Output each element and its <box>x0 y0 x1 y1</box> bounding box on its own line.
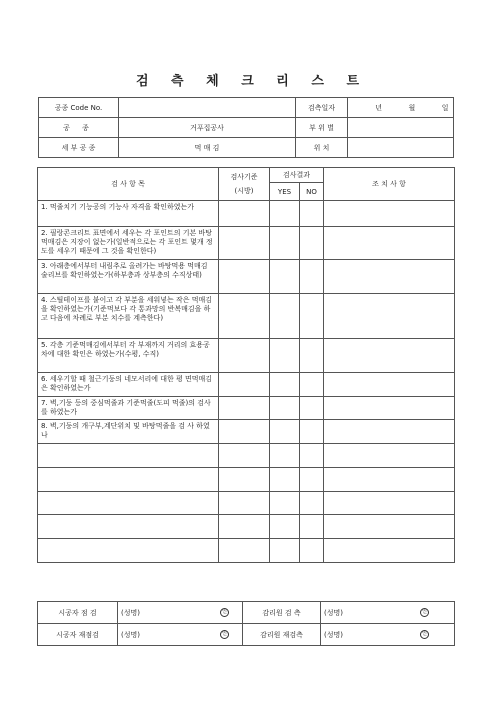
action-cell[interactable] <box>324 444 455 468</box>
yes-cell[interactable] <box>270 373 300 397</box>
date-year-label: 년 <box>375 103 382 112</box>
yes-cell[interactable] <box>270 444 300 468</box>
standard-cell[interactable] <box>219 444 270 468</box>
yes-cell[interactable] <box>270 227 300 260</box>
standard-header <box>219 168 270 201</box>
no-cell[interactable] <box>300 515 324 539</box>
supervisor-recheck-sign[interactable] <box>321 624 455 646</box>
standard-cell[interactable] <box>219 492 270 515</box>
date-label: 검측일자 <box>296 98 348 118</box>
work-label: 공 종 <box>39 118 119 138</box>
work-value[interactable]: 거푸집공사 <box>119 118 296 138</box>
standard-cell[interactable] <box>219 468 270 492</box>
standard-cell[interactable] <box>219 227 270 260</box>
name-placeholder: (성명) <box>324 608 343 617</box>
date-value[interactable] <box>348 98 454 118</box>
checklist-row <box>38 420 455 444</box>
standard-cell[interactable] <box>219 397 270 420</box>
action-header: 조 치 사 항 <box>324 168 455 201</box>
checklist-item-text: 2. 필랑콘크리트 표면에서 세우는 각 포인트의 기본 바탕먹매김은 지장이 없는가(일반적으로는 각 포인트 몇개 정도를 세우기 때문에 그 것을 확인한다) <box>38 227 219 260</box>
action-cell[interactable] <box>324 201 455 227</box>
no-cell[interactable] <box>300 420 324 444</box>
standard-cell[interactable] <box>219 201 270 227</box>
yes-cell[interactable] <box>270 515 300 539</box>
seal-icon: 인 <box>220 630 229 639</box>
action-cell[interactable] <box>324 260 455 294</box>
checklist-blank-row <box>38 468 455 492</box>
no-cell[interactable] <box>300 444 324 468</box>
no-cell[interactable] <box>300 294 324 339</box>
checklist-row <box>38 201 455 227</box>
part-label: 부 위 별 <box>296 118 348 138</box>
contractor-check-label: 시공자 점 검 <box>38 602 118 624</box>
name-placeholder: (성명) <box>324 630 343 639</box>
action-cell[interactable] <box>324 492 455 515</box>
item-cell[interactable] <box>38 539 219 563</box>
no-cell[interactable] <box>300 468 324 492</box>
no-cell[interactable] <box>300 397 324 420</box>
action-cell[interactable] <box>324 539 455 563</box>
yes-header: YES <box>270 183 300 201</box>
supervisor-check-label: 감리원 검 측 <box>243 602 321 624</box>
detail-value[interactable]: 먹 매 김 <box>119 138 296 158</box>
standard-cell[interactable] <box>219 294 270 339</box>
standard-cell[interactable] <box>219 539 270 563</box>
item-header: 검 사 항 목 <box>38 168 219 201</box>
standard-header-line1: 검사기준 <box>230 173 258 181</box>
action-cell[interactable] <box>324 420 455 444</box>
standard-cell[interactable] <box>219 339 270 373</box>
no-cell[interactable] <box>300 201 324 227</box>
checklist-item-text: 4. 스틸테이프를 붙이고 각 부분을 세워넣는 작은 먹매김을 확인하였는가(기준먹보다 각 통과망의 반복매김을 하고 다음에 차례로 부분 치수를 계측한다) <box>38 294 219 339</box>
yes-cell[interactable] <box>270 492 300 515</box>
part-value[interactable] <box>348 118 454 138</box>
checklist-blank-row <box>38 515 455 539</box>
no-cell[interactable] <box>300 373 324 397</box>
yes-cell[interactable] <box>270 397 300 420</box>
checklist-item-text: 7. 벽,기둥 등의 중심먹줄과 기준먹줄(도피 먹줄)의 검사를 하였는가 <box>38 397 219 420</box>
standard-cell[interactable] <box>219 420 270 444</box>
action-cell[interactable] <box>324 515 455 539</box>
signature-table <box>37 601 455 646</box>
checklist-row <box>38 260 455 294</box>
standard-cell[interactable] <box>219 260 270 294</box>
standard-cell[interactable] <box>219 373 270 397</box>
no-cell[interactable] <box>300 227 324 260</box>
supervisor-check-sign[interactable] <box>321 602 455 624</box>
date-day-label: 일 <box>441 103 449 112</box>
checklist-item-text: 1. 먹줄치기 기능공의 기능사 자격을 확인하였는가 <box>38 201 219 227</box>
item-cell[interactable] <box>38 468 219 492</box>
action-cell[interactable] <box>324 227 455 260</box>
checklist-row <box>38 294 455 339</box>
item-cell[interactable] <box>38 492 219 515</box>
checklist-item-text: 5. 각층 기준먹매김에서부터 각 부재까지 거리의 효용공차에 대한 확인은 하였는가(수평, 수직) <box>38 339 219 373</box>
contractor-recheck-label: 시공자 재점검 <box>38 624 118 646</box>
name-placeholder: (성명) <box>121 630 140 639</box>
seal-icon: 인 <box>420 608 429 617</box>
standard-cell[interactable] <box>219 515 270 539</box>
location-value[interactable] <box>348 138 454 158</box>
yes-cell[interactable] <box>270 468 300 492</box>
code-value[interactable] <box>119 98 296 118</box>
item-cell[interactable] <box>38 444 219 468</box>
checklist-row <box>38 397 455 420</box>
no-cell[interactable] <box>300 260 324 294</box>
checklist-item-text: 6. 세우기할 때 철근기둥의 네모서리에 대한 평 면먹매김은 확인하였는가 <box>38 373 219 397</box>
checklist-blank-row <box>38 492 455 515</box>
date-month-label: 월 <box>408 103 416 112</box>
code-label: 공종 Code No. <box>39 98 119 118</box>
action-cell[interactable] <box>324 468 455 492</box>
yes-cell[interactable] <box>270 260 300 294</box>
name-placeholder: (성명) <box>121 608 140 617</box>
action-cell[interactable] <box>324 397 455 420</box>
no-cell[interactable] <box>300 492 324 515</box>
checklist-row <box>38 227 455 260</box>
checklist-blank-row <box>38 444 455 468</box>
page-title: 검 측 체 크 리 스 트 <box>135 74 369 89</box>
result-header: 검사결과 <box>270 168 324 183</box>
info-table <box>38 97 454 158</box>
standard-header-line2: (시방) <box>234 187 254 195</box>
location-label: 위 치 <box>296 138 348 158</box>
checklist-item-text: 8. 벽,기둥의 개구부,계단위치 및 바탕먹줄을 검 사 하였나 <box>38 420 219 444</box>
yes-cell[interactable] <box>270 539 300 563</box>
checklist-row <box>38 373 455 397</box>
supervisor-recheck-label: 감리원 재검측 <box>243 624 321 646</box>
item-cell[interactable] <box>38 515 219 539</box>
checklist-blank-row <box>38 539 455 563</box>
detail-label: 세 부 공 종 <box>39 138 119 158</box>
checklist-item-text: 3. 아래층에서부터 내림추로 올려가는 바탕먹용 먹매김 술리브를 확인하였는가(하부층과 상부층의 수직상태) <box>38 260 219 294</box>
contractor-recheck-sign[interactable] <box>118 624 243 646</box>
no-cell[interactable] <box>300 539 324 563</box>
seal-icon: 인 <box>420 630 429 639</box>
no-cell[interactable] <box>300 339 324 373</box>
seal-icon: 인 <box>220 608 229 617</box>
action-cell[interactable] <box>324 373 455 397</box>
yes-cell[interactable] <box>270 420 300 444</box>
action-cell[interactable] <box>324 294 455 339</box>
checklist-table <box>37 167 455 563</box>
action-cell[interactable] <box>324 339 455 373</box>
yes-cell[interactable] <box>270 201 300 227</box>
yes-cell[interactable] <box>270 294 300 339</box>
contractor-check-sign[interactable] <box>118 602 243 624</box>
no-header: NO <box>300 183 324 201</box>
yes-cell[interactable] <box>270 339 300 373</box>
checklist-row <box>38 339 455 373</box>
